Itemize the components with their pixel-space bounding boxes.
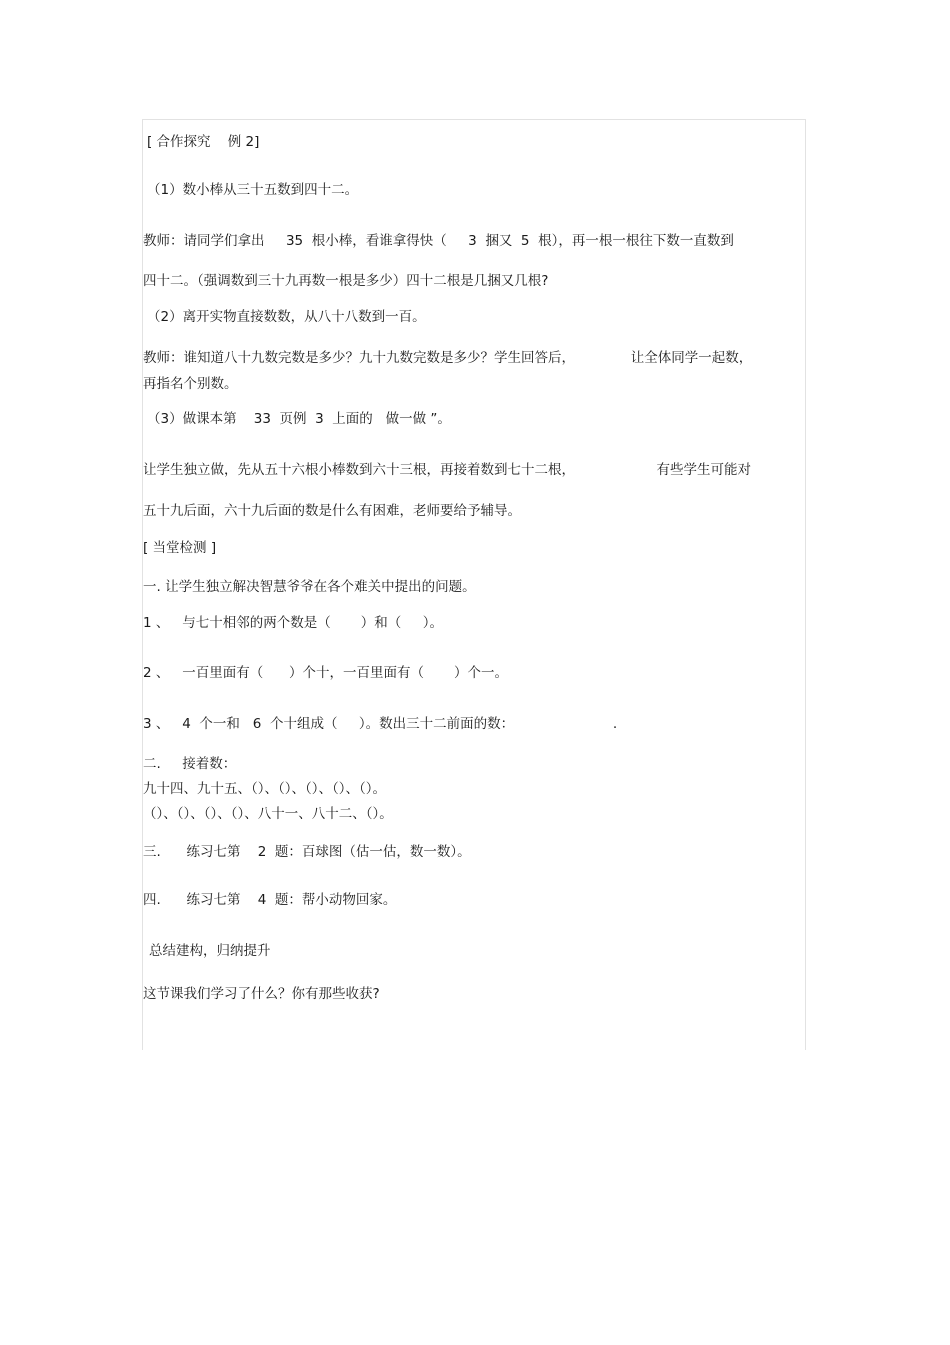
section-heading-cooperative-inquiry: [ 合作探究 例 2]	[147, 134, 260, 150]
exercise-1-intro: 一. 让学生独立解决智慧爷爷在各个难关中提出的问题。	[143, 579, 476, 595]
sequence-row-1: 九十四、九十五、（）、（）、（）、（）、（）。	[143, 781, 386, 797]
step-3-text: （3）做课本第 33 页例 3 上面的 做一做 ”。	[147, 411, 451, 427]
step-2-text: （2）离开实物直接数数，从八十八数到一百。	[147, 309, 426, 325]
sequence-row-2: （）、（）、（）、（）、八十一、八十二、（）。	[143, 806, 393, 822]
exercise-4-text: 四. 练习七第 4 题：帮小动物回家。	[143, 892, 397, 908]
teacher-instruction-1: 教师：请同学们拿出 35 根小棒，看谁拿得快（ 3 捆又 5 根），再一根一根往下数一直数到	[143, 233, 734, 249]
summary-heading: 总结建构，归纳提升	[149, 943, 271, 959]
student-activity-text: 让学生独立做，先从五十六根小棒数到六十三根，再接着数到七十二根， 有些学生可能对	[143, 462, 752, 478]
student-activity-text-cont: 五十九后面，六十九后面的数是什么有困难，老师要给予辅导。	[143, 503, 521, 519]
summary-question: 这节课我们学习了什么？你有那些收获?	[143, 986, 380, 1002]
teacher-instruction-2: 教师：谁知道八十九数完数是多少？九十九数完数是多少？学生回答后， 让全体同学一起数，	[143, 350, 753, 366]
question-3: 3 、 4 个一和 6 个十组成（ ）。数出三十二前面的数： .	[143, 716, 618, 732]
section-heading-classroom-check: [ 当堂检测 ]	[143, 540, 217, 556]
exercise-2-heading: 二. 接着数：	[143, 756, 237, 772]
teacher-instruction-2-cont: 再指名个别数。	[143, 376, 238, 392]
step-1-text: （1）数小棒从三十五数到四十二。	[147, 182, 359, 198]
exercise-3-text: 三. 练习七第 2 题：百球图（估一估，数一数）。	[143, 844, 471, 860]
question-1: 1 、 与七十相邻的两个数是（ ）和（ ）。	[143, 615, 443, 631]
teacher-instruction-1-cont: 四十二。（强调数到三十九再数一根是多少）四十二根是几捆又几根?	[143, 273, 549, 289]
question-2: 2 、 一百里面有（ ）个十，一百里面有（ ）个一。	[143, 665, 509, 681]
